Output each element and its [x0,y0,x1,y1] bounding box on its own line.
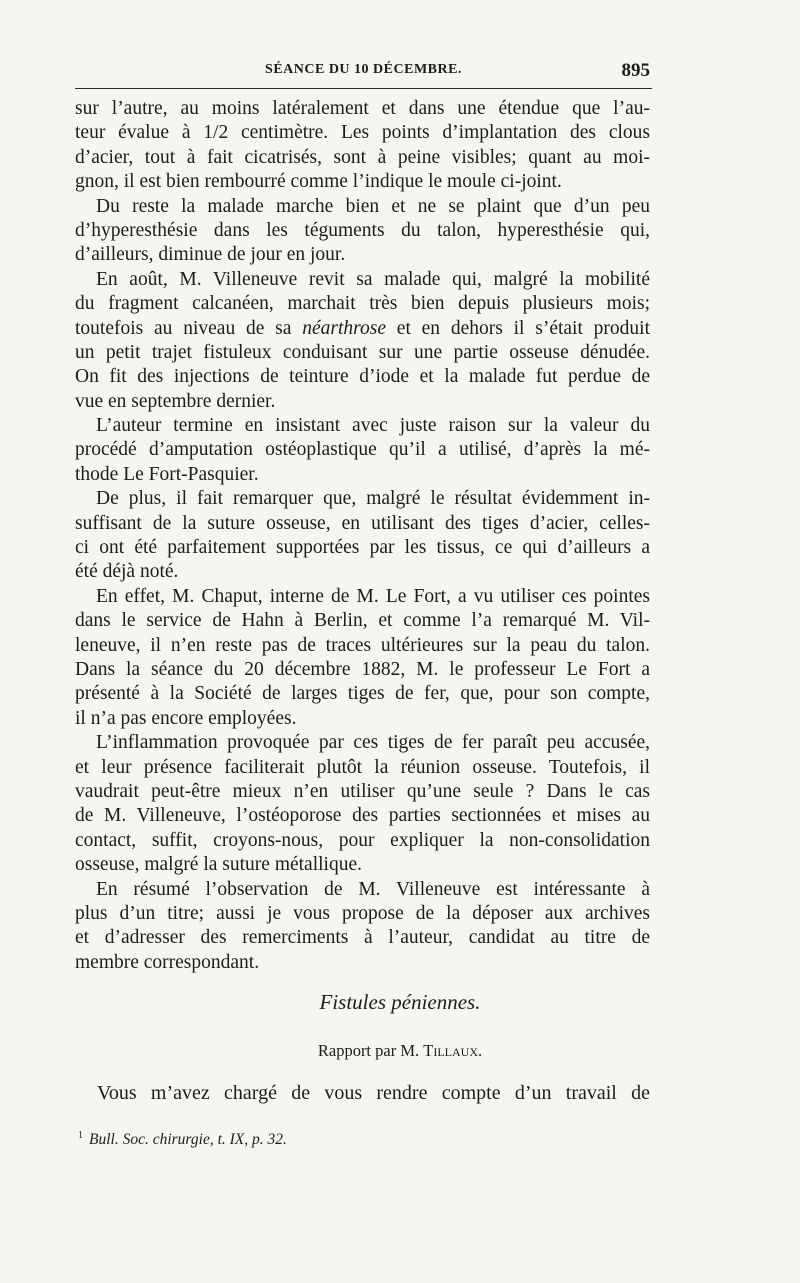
text-line: d’acier, tout à fait cicatrisés, sont à peine visibles; quant au moi- [75,146,650,168]
text-line: contact, suffit, croyons-nous, pour expliquer la non-consolidation [75,829,650,851]
text-line: teur évalue à 1/2 centimètre. Les points d’implantation des clous [75,122,650,144]
text-line: plus d’un titre; aussi je vous propose de la déposer aux archives [75,902,650,924]
text-line: il n’a pas encore employées. [75,707,297,729]
text-line: et d’adresser des remerciments à l’auteur, candidat au titre de [75,927,650,949]
text-line: En résumé l’observation de M. Villeneuve est intéressante à [96,878,650,900]
text-line: gnon, il est bien rembourré comme l’indique le moule ci-joint. [75,171,562,193]
text-line: été déjà noté. [75,561,179,583]
closing-line: Vous m’avez chargé de vous rendre compte d’un travail de [97,1082,650,1104]
report-byline [0,1041,800,1061]
text-line: En août, M. Villeneuve revit sa malade qui, malgré la mobilité [96,268,650,290]
text-line: osseuse, malgré la suture métallique. [75,854,362,876]
body-text [75,97,650,975]
section-title-text: Fistules péniennes. [319,990,481,1014]
footnote [78,1130,287,1149]
text-line: un petit trajet fistuleux conduisant sur une partie osseuse dénudée. [75,341,650,363]
text-line: On fit des injections de teinture d’iode et la malade fut perdue de [75,366,650,388]
text-line: d’ailleurs, diminue de jour en jour. [75,244,346,266]
text-line: du fragment calcanéen, marchait très bien depuis plusieurs mois; [75,293,650,315]
text-line: présenté à la Société de larges tiges de fer, que, pour son compte, [75,683,650,705]
header-rule [75,88,652,89]
footnote-text: Bull. Soc. chirurgie, t. IX, p. 32. [89,1131,287,1149]
text-line: Du reste la malade marche bien et ne se plaint que d’un peu [96,195,650,217]
text-line: de M. Villeneuve, l’ostéoporose des parties sectionnées et mises au [75,805,650,827]
text-line: d’hyperesthésie dans les téguments du talon, hyperesthésie qui, [75,219,650,241]
text-line: procédé d’amputation ostéoplastique qu’il a utilisé, d’après la mé- [75,439,650,461]
text-line: L’auteur termine en insistant avec juste raison sur la valeur du [96,415,650,437]
text-line: suffisant de la suture osseuse, en utilisant des tiges d’acier, celles- [75,512,650,534]
text-line: L’inflammation provoquée par ces tiges de fer paraît peu accusée, [96,732,650,754]
report-suffix: . [478,1041,483,1060]
text-line: De plus, il fait remarquer que, malgré le résultat évidemment in- [96,488,650,510]
running-header [75,60,652,84]
text-segment: toutefois au niveau de sa [75,317,303,339]
text-line [75,317,650,341]
text-line: Dans la séance du 20 décembre 1882, M. le professeur Le Fort a [75,658,650,680]
report-author: Tillaux [423,1041,478,1060]
text-line: vue en septembre dernier. [75,390,276,412]
text-line: ci ont été parfaitement supportées par les tissus, ce qui d’ailleurs a [75,537,650,559]
text-line: En effet, M. Chaput, interne de M. Le Fort, a vu utiliser ces pointes [96,585,650,607]
running-header-title: SÉANCE DU 10 DÉCEMBRE. [265,62,462,77]
text-line: dans le service de Hahn à Berlin, et comme l’a remarqué M. Vil- [75,610,650,632]
text-line: leneuve, il n’en reste pas de traces ultérieures sur la peau du talon. [75,634,650,656]
text-line: membre correspondant. [75,951,260,973]
footnote-mark: 1 [78,1130,83,1141]
italic-term: néarthrose [302,317,386,339]
text-line: vaudrait peut-être mieux n’en utiliser qu’une seule ? Dans le cas [75,780,650,802]
text-line: thode Le Fort-Pasquier. [75,463,259,485]
text-segment: et en dehors il s’était produit [386,317,650,339]
text-line: sur l’autre, au moins latéralement et dans une étendue que l’au- [75,98,650,119]
page-number: 895 [621,60,650,81]
report-prefix: Rapport par M. [317,1041,424,1060]
section-title [0,990,800,1015]
text-line: et leur présence faciliterait plutôt la réunion osseuse. Toutefois, il [75,756,650,778]
